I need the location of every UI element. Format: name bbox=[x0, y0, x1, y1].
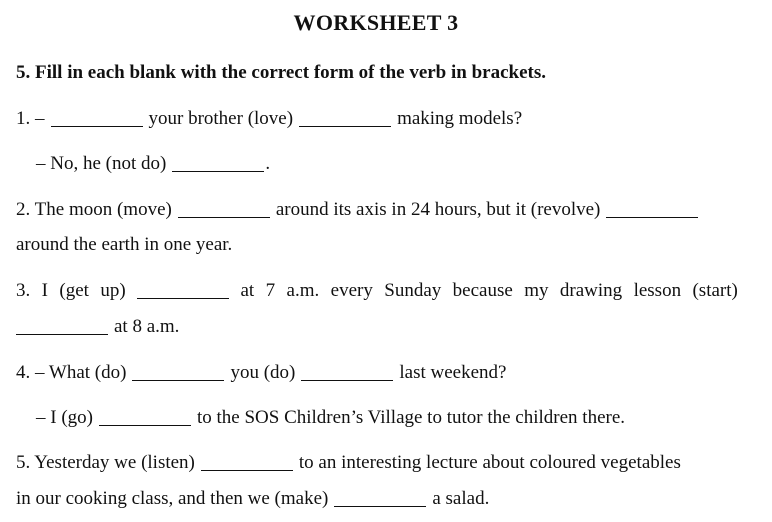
answer-blank[interactable] bbox=[178, 199, 270, 218]
answer-blank[interactable] bbox=[334, 488, 426, 507]
q3-word: up) bbox=[100, 280, 126, 301]
q4-text-4: – I (go) bbox=[36, 407, 93, 428]
exercise-instruction: 5. Fill in each blank with the correct form of the verb in brackets. bbox=[16, 62, 546, 83]
q1-text-1: 1. – bbox=[16, 108, 45, 129]
q3-word: because bbox=[452, 280, 513, 301]
question-4-line-2 bbox=[36, 407, 625, 429]
q3-word: (start) bbox=[692, 280, 738, 301]
q4-text-2: you (do) bbox=[230, 362, 296, 383]
answer-blank[interactable] bbox=[299, 108, 391, 127]
q3-word: Sunday bbox=[384, 280, 442, 301]
q3-word: drawing bbox=[559, 280, 623, 301]
q2-text-3: around the earth in one year. bbox=[16, 234, 233, 255]
answer-blank[interactable] bbox=[99, 407, 191, 426]
question-5-line-1 bbox=[16, 452, 681, 474]
q1-text-3: making models? bbox=[397, 108, 523, 129]
answer-blank[interactable] bbox=[51, 108, 143, 127]
worksheet-title: WORKSHEET 3 bbox=[293, 10, 459, 35]
q2-text-1: 2. The moon (move) bbox=[16, 199, 172, 220]
q3-word: (get bbox=[59, 280, 89, 301]
answer-blank[interactable] bbox=[201, 452, 293, 471]
q4-text-5: to the SOS Children’s Village to tutor the children there. bbox=[196, 407, 626, 428]
q5-text-4: a salad. bbox=[432, 488, 490, 509]
question-2-line-2 bbox=[16, 234, 232, 256]
q2-text-2: around its axis in 24 hours, but it (revolve) bbox=[275, 199, 601, 220]
q5-text-3: in our cooking class, and then we (make) bbox=[16, 488, 329, 509]
question-3-line-2 bbox=[16, 316, 179, 338]
answer-blank[interactable] bbox=[301, 362, 393, 381]
q3-text-end: at 8 a.m. bbox=[114, 316, 180, 337]
q1-text-5: . bbox=[265, 153, 271, 174]
question-3-line-1 bbox=[16, 280, 738, 302]
question-1-line-2 bbox=[36, 153, 270, 175]
q4-text-1: 4. – What (do) bbox=[16, 362, 127, 383]
q4-text-3: last weekend? bbox=[399, 362, 507, 383]
q5-text-1: 5. Yesterday we (listen) bbox=[16, 452, 195, 473]
q3-word: I bbox=[41, 280, 48, 301]
question-4-line-1 bbox=[16, 362, 506, 384]
q3-word: 7 bbox=[265, 280, 276, 301]
q3-word: 3. bbox=[16, 280, 31, 301]
question-1-line-1 bbox=[16, 108, 522, 130]
q3-word: at bbox=[240, 280, 255, 301]
question-2-line-1 bbox=[16, 199, 698, 221]
q3-word: every bbox=[330, 280, 373, 301]
q1-text-4: – No, he (not do) bbox=[36, 153, 167, 174]
answer-blank[interactable] bbox=[132, 362, 224, 381]
question-5-line-2 bbox=[16, 488, 489, 510]
q5-text-2: to an interesting lecture about coloured vegetables bbox=[298, 452, 681, 473]
answer-blank[interactable] bbox=[16, 316, 108, 335]
answer-blank[interactable] bbox=[172, 153, 264, 172]
q3-word: lesson bbox=[633, 280, 682, 301]
answer-blank[interactable] bbox=[606, 199, 698, 218]
q3-word: a.m. bbox=[286, 280, 320, 301]
q3-word: my bbox=[524, 280, 549, 301]
answer-blank[interactable] bbox=[137, 280, 229, 299]
q1-text-2: your brother (love) bbox=[148, 108, 294, 129]
